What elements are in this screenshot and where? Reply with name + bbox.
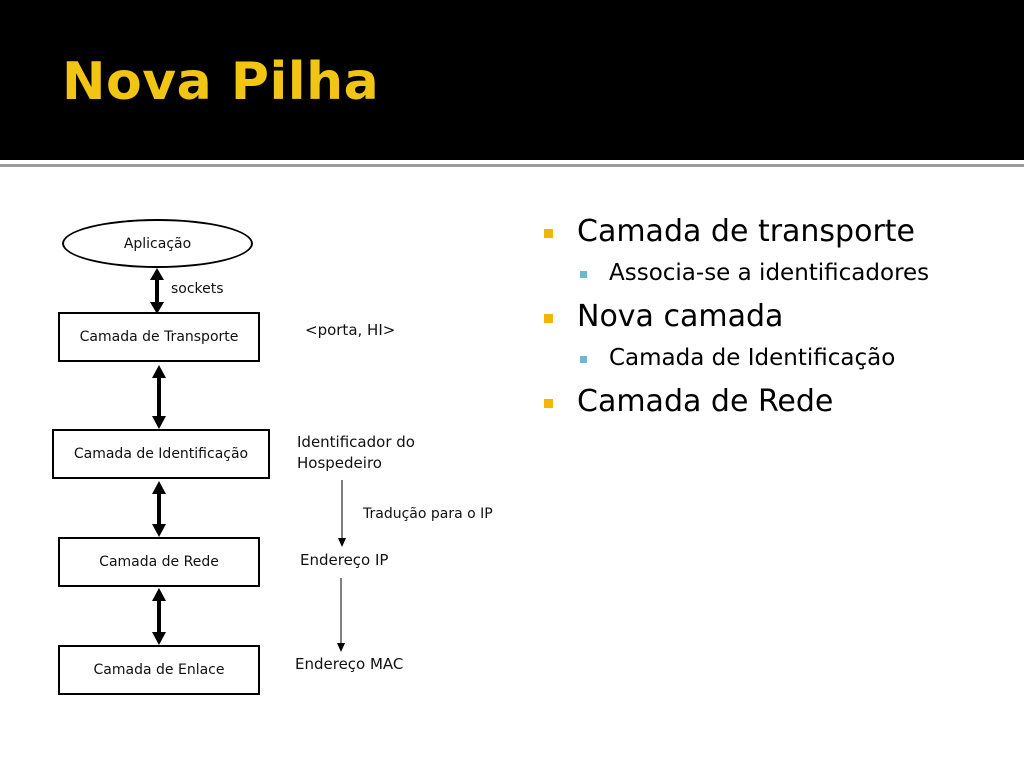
sockets-label: sockets	[171, 281, 224, 297]
bullet-square-icon	[544, 314, 553, 323]
arrowhead-network-down	[152, 524, 166, 537]
bullet-item	[540, 297, 1010, 337]
transport-layer-label: Camada de Transporte	[79, 329, 239, 345]
bullet-square-icon	[544, 399, 553, 408]
bullet-item	[540, 382, 1010, 422]
arrowhead-app-up	[150, 268, 164, 280]
arrowhead-transport-up	[152, 365, 166, 378]
sub-bullet-text: Associa-se a identificadores	[609, 260, 930, 286]
arrowhead-to-ip	[338, 538, 346, 547]
link-layer-box	[58, 645, 260, 695]
application-label: Aplicação	[123, 235, 192, 252]
application-node	[62, 219, 253, 268]
ip-address-label: Endereço IP	[300, 551, 389, 569]
sub-bullet-item	[540, 343, 949, 374]
identification-layer-box	[52, 429, 270, 479]
arrowhead-identification-up	[152, 481, 166, 494]
bullet-square-icon	[544, 229, 553, 238]
transport-note: <porta, HI>	[305, 321, 396, 339]
link-layer-label: Camada de Enlace	[93, 662, 225, 678]
slide-title: Nova Pilha	[62, 52, 380, 112]
sub-bullet-square-icon	[580, 356, 587, 363]
bullet-list	[540, 212, 1010, 428]
bullet-text: Camada de Rede	[577, 384, 834, 419]
sub-bullet-text: Camada de Identificação	[609, 345, 896, 371]
arrowhead-to-mac	[337, 643, 345, 652]
bullet-text: Camada de transporte	[577, 214, 916, 249]
sub-bullet-square-icon	[580, 271, 587, 278]
arrowhead-network-up	[152, 588, 166, 601]
identification-layer-label: Camada de Identificação	[73, 446, 249, 462]
network-layer-label: Camada de Rede	[99, 554, 219, 570]
arrowhead-identification-down	[152, 416, 166, 429]
host-identifier-line2: Hospedeiro	[297, 454, 382, 472]
arrowhead-link-down	[152, 632, 166, 645]
network-layer-box	[58, 537, 260, 587]
bullet-item	[540, 212, 1010, 252]
host-identifier-line1: Identificador do	[297, 433, 415, 451]
translation-label: Tradução para o IP	[363, 506, 493, 522]
mac-address-label: Endereço MAC	[295, 655, 404, 673]
bullet-text: Nova camada	[577, 299, 784, 334]
sub-bullet-item	[540, 258, 949, 289]
host-identifier-label	[297, 432, 415, 474]
transport-layer-box	[58, 312, 260, 362]
